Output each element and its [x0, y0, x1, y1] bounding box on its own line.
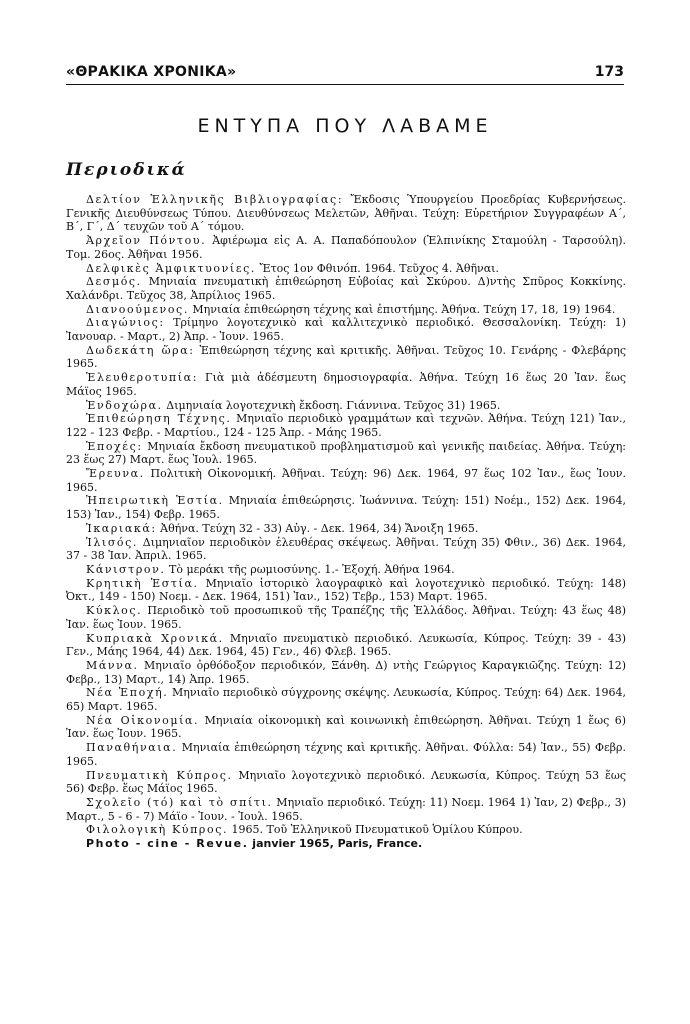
page-title: ΕΝΤΥΠΑ ΠΟΥ ΛΑΒΑΜΕ: [197, 115, 493, 137]
periodical-entry: [66, 522, 626, 536]
periodical-entry: [66, 371, 626, 398]
periodical-details: janvier 1965, Paris, France.: [248, 837, 423, 851]
periodical-details: Μηνιαῖο περιοδικὸ σύγχρονης σκέψης. Λευκωσία, Κύπρος. Τεύχη: 64) Δεκ. 1964, 65) Μαρτ. 1965.: [66, 686, 626, 714]
periodical-entry: [66, 440, 626, 467]
periodical-details: Μηνιαῖο περιοδικό. Τεύχη: 11) Νοεμ. 1964 1) Ἰαν, 2) Φεβρ., 3) Μαρτ., 5 - 6 - 7) Μάϊο - Ἰουν. - Ἰουλ. 1965.: [66, 795, 627, 823]
periodical-details: Πολιτικὴ Οἰκονομική. Ἀθῆναι. Τεύχη: 96) Δεκ. 1964, 97 ἕως 102 Ἰαν., ἕως Ἰουν. 1965.: [66, 467, 626, 494]
periodical-title: Photo - cine - Revue.: [86, 837, 249, 851]
periodical-title: Δεσμός.: [86, 275, 142, 289]
section-heading: Περιοδικά: [66, 160, 187, 180]
periodical-entry: [66, 741, 626, 768]
periodical-details: Μηνιαία ἔκδοση πνευματικοῦ προβληματισμοῦ καὶ γενικῆς παιδείας. Ἀθήνα. Τεύχη: 23 ἕως 27) Μαρτ. ἕως Ἰουλ. 1965.: [66, 439, 626, 467]
periodical-details: Μηνιαία οἰκονομικὴ καὶ κοινωνικὴ ἐπιθεώρηση. Ἀθῆναι. Τεύχη 1 ἕως 6) Ἰαν. ἕως Ἰουν. 1965.: [66, 713, 626, 741]
header-rule: [66, 84, 624, 85]
periodical-title: Νέα Ἐποχή.: [86, 686, 169, 700]
periodical-title: Ἰκαριακά:: [86, 521, 157, 535]
page-number: 173: [594, 64, 624, 80]
journal-name: «ΘΡΑΚΙΚΑ ΧΡΟΝΙΚΑ»: [66, 64, 237, 80]
periodical-entry: [66, 275, 626, 302]
periodical-entry: [66, 686, 626, 713]
periodical-entry: [66, 467, 626, 494]
periodical-details: Ἀθήνα. Τεύχη 32 - 33) Αὐγ. - Δεκ. 1964, 34) Ἄνοιξη 1965.: [156, 521, 479, 535]
periodical-entry: [66, 536, 626, 563]
periodical-title: Ἐποχές:: [86, 439, 143, 453]
periodical-title: Ἐπιθεώρηση Τέχνης.: [86, 412, 232, 426]
periodical-entry: [66, 193, 626, 234]
periodical-details: Μηνιαία πνευματικὴ ἐπιθεώρηση Εὐβοίας καὶ Σκύρου. Δ)ντὴς Σπῦρος Κοκκίνης. Χαλάνδρι. Τεῦχος 38, Ἀπρίλιος 1965.: [66, 275, 626, 302]
periodical-title: Φιλολογικὴ Κύπρος.: [86, 823, 229, 837]
periodicals-list: [66, 193, 626, 851]
periodical-title: Δελτίον Ἑλληνικῆς Βιβλιογραφίας:: [86, 193, 344, 206]
periodical-details: Μηνιαία ἐπιθεώρηση τέχνης καὶ ἐπιστήμης. Ἀθήνα. Τεύχη 17, 18, 19) 1964.: [188, 302, 616, 316]
periodical-details: Διμηνιαῖον περιοδικὸν ἐλευθέρας σκέψεως. Ἀθῆναι. Τεύχη 35) Φθιν., 36) Δεκ. 1964, 37 - 38 Ἰαν. Ἀπριλ. 1965.: [66, 535, 626, 563]
periodical-title: Πνευματικὴ Κύπρος.: [86, 768, 233, 782]
periodical-title: Κύκλος.: [86, 604, 143, 618]
running-header: [66, 60, 624, 84]
periodical-details: Μηνιαῖο λογοτεχνικὸ περιοδικό. Λευκωσία, Κύπρος. Τεύχη 53 ἕως 56) Φεβρ. ἕως Μάϊος 1965.: [66, 768, 626, 796]
periodical-details: Μηνιαῖο περιοδικὸ γραμμάτων καὶ τεχνῶν. Ἀθήνα. Τεύχη 121) Ἰαν., 122 - 123 Φεβρ. - Μαρτίου., 124 - 125 Ἀπρ. - Μάης 1965.: [66, 412, 627, 439]
periodical-entry: [66, 344, 626, 371]
periodical-title: Ἰλισός.: [86, 535, 139, 549]
periodical-details: Γιὰ μιὰ ἀδέσμευτη δημοσιογραφία. Ἀθήνα. Τεύχη 16 ἕως 20 Ἰαν. ἕως Μάϊος 1965.: [66, 371, 626, 398]
periodical-entry: [66, 604, 626, 631]
periodical-title: Κυπριακὰ Χρονικά.: [86, 631, 224, 645]
periodical-details: Μηνιαῖο ὀρθόδοξον περιοδικόν, Ξάνθη. Δ) ντὴς Γεώργιος Καραγκιῶζης. Τεύχη: 12) Φεβρ., 13) Μαρτ., 14) Ἀπρ. 1965.: [66, 658, 626, 686]
periodical-details: Μηνιαία ἐπιθεώρηση τέχνης καὶ κριτικῆς. Ἀθῆναι. Φύλλα: 54) Ἰαν., 55) Φεβρ. 1965.: [66, 741, 626, 768]
periodical-details: Μηνιαῖο πνευματικὸ περιοδικό. Λευκωσία, Κύπρος. Τεύχη: 39 - 43) Γεν., Μάης 1964, 44) Δεκ. 1964, 45) Γεν., 46) Φλεβ. 1965.: [66, 631, 626, 659]
periodical-entry: [66, 796, 626, 823]
periodical-title: Κάνιστρον.: [86, 562, 166, 576]
periodical-entry: [66, 303, 626, 317]
periodical-title: Δελφικὲς Ἀμφικτυονίες.: [86, 261, 256, 275]
periodical-title: Διαγώνιος:: [86, 316, 165, 330]
periodical-details: Ἔκδοσις Ὑπουργείου Προεδρίας Κυβερνήσεως. Γενικῆς Διευθύνσεως Τύπου. Διευθύνσεως Μελετῶν, Ἀθῆναι. Τεύχη: Εὑρετήριον Συγγραφέων Α΄, Β΄, Γ΄, Δ΄ τευχῶν τοῦ Α΄ τόμου.: [66, 193, 627, 234]
periodical-entry: [66, 632, 626, 659]
periodical-title: Ἀρχεῖον Πόντου.: [86, 234, 207, 248]
periodical-details: Ἐπιθεώρηση τέχνης καὶ κριτικῆς. Ἀθῆναι. Τεῦχος 10. Γενάρης - Φλεβάρης 1965.: [66, 343, 626, 371]
periodical-title: Μάννα.: [86, 658, 139, 672]
periodical-title: Ἐνδοχώρα.: [86, 398, 163, 412]
periodical-entry: [66, 659, 626, 686]
periodical-details: Περιοδικὸ τοῦ προσωπικοῦ τῆς Τραπέζης τῆς Ἑλλάδος. Ἀθῆναι. Τεύχη: 43 ἕως 48) Ἰαν. ἕως Ἰουν. 1965.: [66, 604, 626, 631]
periodical-details: 1965. Τοῦ Ἑλληνικοῦ Πνευματικοῦ Ὁμίλου Κύπρου.: [228, 823, 523, 837]
periodical-details: Τρίμηνο λογοτεχνικὸ καὶ καλλιτεχνικὸ περιοδικό. Θεσσαλονίκη. Τεύχη: 1) Ἰανουαρ. - Μαρτ., 2) Ἀπρ. - Ἰουν. 1965.: [66, 316, 626, 344]
periodical-details: Μηνιαία ἐπιθεώρησις. Ἰωάννινα. Τεύχη: 151) Νοέμ., 152) Δεκ. 1964, 153) Ἰαν., 154) Φεβρ. 1965.: [66, 494, 627, 522]
periodical-title: Σχολεῖο (τό) καὶ τὸ σπίτι.: [86, 795, 273, 809]
periodical-entry: [66, 234, 626, 261]
periodical-title: Ἠπειρωτικὴ Ἑστία.: [86, 494, 224, 508]
periodical-title: Ἔρευνα.: [86, 467, 145, 481]
periodical-entry: [66, 837, 626, 851]
periodical-entry: [66, 714, 626, 741]
periodical-title: Διανοούμενος.: [86, 302, 189, 316]
periodical-entry: [66, 563, 626, 577]
periodical-details: Ἔτος 1ον Φθινόπ. 1964. Τεῦχος 4. Ἀθῆναι.: [256, 261, 499, 275]
periodical-details: Διμηνιαία λογοτεχνικὴ ἔκδοση. Γιάννινα. Τεῦχος 31) 1965.: [162, 398, 501, 412]
periodical-title: Κρητικὴ Ἑστία.: [86, 576, 199, 590]
periodical-entry: [66, 577, 626, 604]
periodical-entry: [66, 494, 626, 521]
periodical-entry: [66, 262, 626, 276]
periodical-entry: [66, 316, 626, 343]
periodical-entry: [66, 399, 626, 413]
periodical-entry: [66, 412, 626, 439]
periodical-details: Μηνιαῖο ἱστορικὸ λαογραφικὸ καὶ λογοτεχνικὸ περιοδικό. Τεύχη: 148) Ὀκτ., 149 - 150) Νοεμ. - Δεκ. 1964, 151) Ἰαν., 152) Τεβρ., 153) Μαρτ. 1965.: [66, 576, 627, 604]
periodical-title: Παναθήναια.: [86, 741, 178, 755]
periodical-details: Τὸ μεράκι τῆς ρωμιοσύνης. 1.- Ἐξοχή. Ἀθήνα 1964.: [165, 562, 455, 576]
periodical-title: Δωδεκάτη ὥρα:: [86, 343, 195, 357]
periodical-entry: [66, 769, 626, 796]
periodical-entry: [66, 823, 626, 837]
periodical-title: Νέα Οἰκονομία.: [86, 713, 200, 727]
periodical-title: Ἐλευθεροτυπία:: [86, 371, 199, 385]
periodical-details: Ἀφιέρωμα εἰς Α. Α. Παπαδόπουλον (Ἐλπινίκης Σταμούλη - Ταρσούλη). Τομ. 26ος. Ἀθῆναι 1956.: [66, 234, 626, 261]
